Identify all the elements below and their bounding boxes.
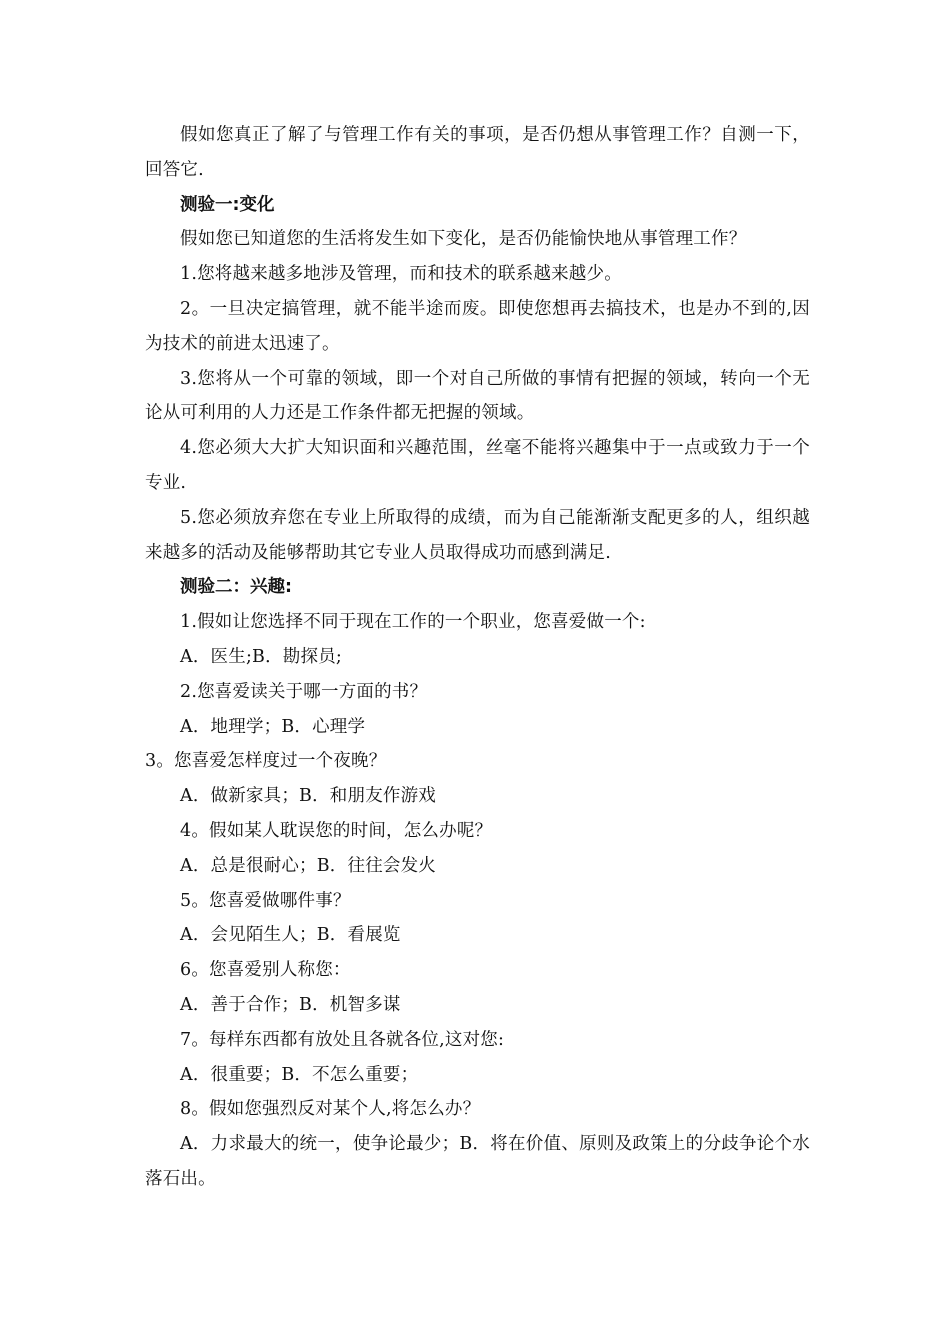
answer-options-7: A．很重要；B．不怎么重要； [180, 1064, 419, 1085]
answer-options-4: A．总是很耐心；B．往往会发火 [180, 855, 436, 876]
answer-options-1: A．医生;B．勘探员; [180, 646, 342, 667]
section-intro-paragraph: 假如您已知道您的生活将发生如下变化，是否仍能愉快地从事管理工作？ [180, 229, 747, 250]
question-7: 7。每样东西都有放处且各就各位,这对您: [180, 1029, 505, 1050]
document-body [145, 118, 810, 1197]
change-item-2: 2。一旦决定搞管理，就不能半途而废。即使您想再去搞技术，也是办不到的,因为技术的前进太迅速了。 [145, 298, 810, 354]
question-6: 6。您喜爱别人称您： [180, 960, 351, 981]
question-8: 8。假如您强烈反对某个人,将怎么办？ [180, 1099, 481, 1120]
answer-options-8: A．力求最大的统一，使争论最少；B．将在价值、原则及政策上的分歧争论个水落石出。 [145, 1134, 810, 1189]
answer-options-6: A．善于合作；B．机智多谋 [180, 994, 401, 1015]
answer-options-2: A．地理学；B．心理学 [180, 716, 366, 737]
question-1: 1.假如让您选择不同于现在工作的一个职业，您喜爱做一个: [180, 612, 646, 633]
question-4: 4。假如某人耽误您的时间，怎么办呢？ [180, 820, 493, 841]
change-item-3: 3.您将从一个可靠的领域，即一个对自己所做的事情有把握的领域，转向一个无论从可利用的人力还是工作条件都无把握的领域。 [145, 368, 810, 424]
section-heading-change: 测验一:变化 [180, 194, 275, 215]
answer-options-3: A．做新家具；B．和朋友作游戏 [180, 786, 436, 807]
change-item-5: 5.您必须放弃您在专业上所取得的成绩，而为自己能渐渐支配更多的人，组织越来越多的活动及能够帮助其它专业人员取得成功而感到满足. [145, 507, 810, 563]
question-5: 5。您喜爱做哪件事？ [180, 890, 351, 911]
question-3: 3。您喜爱怎样度过一个夜晚？ [145, 751, 387, 772]
change-item-4: 4.您必须大大扩大知识面和兴趣范围，丝毫不能将兴趣集中于一点或致力于一个专业. [145, 438, 810, 493]
change-item-1: 1.您将越来越多地涉及管理，而和技术的联系越来越少。 [180, 264, 622, 285]
section-heading-interest: 测验二：兴趣: [180, 577, 292, 598]
question-2: 2.您喜爱读关于哪一方面的书？ [180, 681, 428, 702]
intro-paragraph: 假如您真正了解了与管理工作有关的事项，是否仍想从事管理工作？自测一下，回答它. [145, 125, 810, 180]
answer-options-5: A．会见陌生人；B．看展览 [180, 925, 401, 946]
